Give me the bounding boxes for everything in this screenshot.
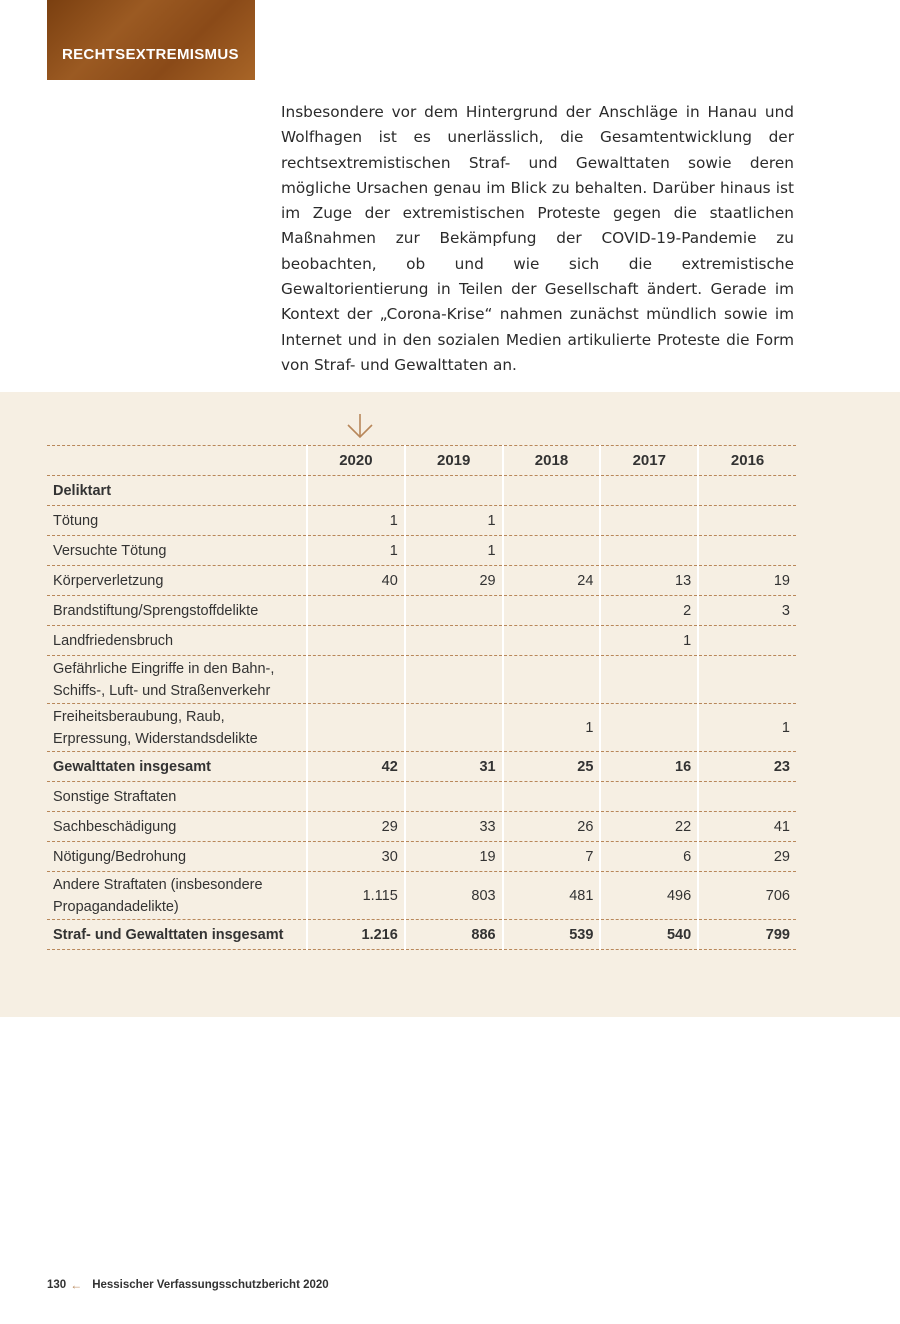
intro-paragraph: Insbesondere vor dem Hintergrund der Anschläge in Hanau und Wolfhagen ist es unerlässlich, die Gesamtentwicklung der rechtsextremistischen Straf- und Gewalttaten sowie deren mögliche Ursachen genau im Blick zu behalten. Darüber hinaus ist im Zuge der extremistischen Proteste gegen die staatlichen Maßnahmen zur Bekämpfung der COVID-19-Pandemie zu beobachten, ob und wie sich die extremistische Gewaltorientierung in Teilen der Gesellschaft ändert. Gerade im Kontext der „Corona-Krise“ nahmen zunächst mündlich sowie im Internet und in den sozialen Medien artikulierte Proteste die Form von Straf- und Gewalttaten an. [281, 103, 794, 374]
value-cell: 2 [600, 596, 698, 626]
page-footer [47, 1278, 329, 1292]
value-cell [307, 476, 405, 506]
value-cell [503, 476, 601, 506]
year-header: 2019 [405, 446, 503, 476]
table-row [47, 752, 796, 782]
value-cell [307, 656, 405, 704]
table-row [47, 704, 796, 752]
value-cell: 31 [405, 752, 503, 782]
value-cell [405, 656, 503, 704]
value-cell: 26 [503, 812, 601, 842]
section-tab [47, 0, 255, 80]
table-row [47, 596, 796, 626]
value-cell: 1 [600, 626, 698, 656]
value-cell [698, 782, 796, 812]
value-cell: 539 [503, 920, 601, 950]
value-cell: 1 [503, 704, 601, 752]
value-cell [405, 782, 503, 812]
arrow-left-icon: ← [70, 1278, 83, 1292]
value-cell: 33 [405, 812, 503, 842]
row-label: Nötigung/Bedrohung [47, 842, 307, 872]
section-label: RECHTSEXTREMISMUS [62, 46, 239, 63]
row-label: Landfriedensbruch [47, 626, 307, 656]
value-cell [503, 782, 601, 812]
value-cell [503, 626, 601, 656]
value-cell: 706 [698, 872, 796, 920]
row-label: Sachbeschädigung [47, 812, 307, 842]
row-label: Tötung [47, 506, 307, 536]
value-cell [405, 476, 503, 506]
table-row [47, 782, 796, 812]
value-cell: 886 [405, 920, 503, 950]
value-cell: 1 [405, 536, 503, 566]
value-cell: 803 [405, 872, 503, 920]
value-cell: 13 [600, 566, 698, 596]
value-cell [600, 656, 698, 704]
value-cell: 25 [503, 752, 601, 782]
value-cell: 1.115 [307, 872, 405, 920]
value-cell: 1 [698, 704, 796, 752]
value-cell [307, 782, 405, 812]
row-label: Straf- und Gewalttaten insgesamt [47, 920, 307, 950]
value-cell [698, 626, 796, 656]
value-cell [600, 782, 698, 812]
value-cell: 29 [405, 566, 503, 596]
value-cell [307, 626, 405, 656]
row-label: Brandstiftung/Sprengstoffdelikte [47, 596, 307, 626]
value-cell [503, 656, 601, 704]
value-cell [503, 596, 601, 626]
value-cell [405, 596, 503, 626]
value-cell: 41 [698, 812, 796, 842]
year-header: 2020 [307, 446, 405, 476]
value-cell [600, 704, 698, 752]
row-label: Sonstige Straftaten [47, 782, 307, 812]
value-cell: 24 [503, 566, 601, 596]
value-cell: 799 [698, 920, 796, 950]
value-cell: 22 [600, 812, 698, 842]
value-cell: 481 [503, 872, 601, 920]
page-number: 130 [47, 1279, 67, 1291]
value-cell: 23 [698, 752, 796, 782]
value-cell: 540 [600, 920, 698, 950]
table-row [47, 842, 796, 872]
value-cell [698, 476, 796, 506]
row-label: Andere Straftaten (insbesondere Propagandadelikte) [47, 872, 307, 920]
table-row [47, 566, 796, 596]
table-row [47, 656, 796, 704]
value-cell [307, 704, 405, 752]
value-cell [503, 506, 601, 536]
value-cell [307, 596, 405, 626]
table-row [47, 872, 796, 920]
table-header-row [47, 446, 796, 476]
value-cell [600, 476, 698, 506]
value-cell: 19 [405, 842, 503, 872]
table-row [47, 506, 796, 536]
value-cell [600, 506, 698, 536]
header-label-cell [47, 446, 307, 476]
value-cell [503, 536, 601, 566]
row-label: Gefährliche Eingriffe in den Bahn-, Schiffs-, Luft- und Straßenverkehr [47, 656, 307, 704]
row-label: Freiheitsberaubung, Raub, Erpressung, Widerstandsdelikte [47, 704, 307, 752]
year-header: 2018 [503, 446, 601, 476]
value-cell [405, 704, 503, 752]
value-cell: 1.216 [307, 920, 405, 950]
table-row [47, 812, 796, 842]
value-cell: 496 [600, 872, 698, 920]
table-row [47, 536, 796, 566]
value-cell: 1 [405, 506, 503, 536]
value-cell [698, 536, 796, 566]
value-cell [698, 656, 796, 704]
value-cell [405, 626, 503, 656]
value-cell: 6 [600, 842, 698, 872]
value-cell: 19 [698, 566, 796, 596]
arrow-down-icon [346, 413, 374, 439]
value-cell: 3 [698, 596, 796, 626]
value-cell: 29 [698, 842, 796, 872]
table-row [47, 920, 796, 950]
value-cell: 1 [307, 506, 405, 536]
value-cell: 30 [307, 842, 405, 872]
table-row [47, 476, 796, 506]
year-header: 2016 [698, 446, 796, 476]
statistics-table [47, 445, 796, 950]
value-cell [698, 506, 796, 536]
value-cell: 7 [503, 842, 601, 872]
value-cell: 40 [307, 566, 405, 596]
value-cell: 16 [600, 752, 698, 782]
footer-title: Hessischer Verfassungsschutzbericht 2020 [92, 1279, 329, 1291]
row-label: Körperverletzung [47, 566, 307, 596]
table-row [47, 626, 796, 656]
row-label: Versuchte Tötung [47, 536, 307, 566]
value-cell: 29 [307, 812, 405, 842]
value-cell: 1 [307, 536, 405, 566]
row-label: Gewalttaten insgesamt [47, 752, 307, 782]
row-label: Deliktart [47, 476, 307, 506]
value-cell: 42 [307, 752, 405, 782]
year-header: 2017 [600, 446, 698, 476]
value-cell [600, 536, 698, 566]
